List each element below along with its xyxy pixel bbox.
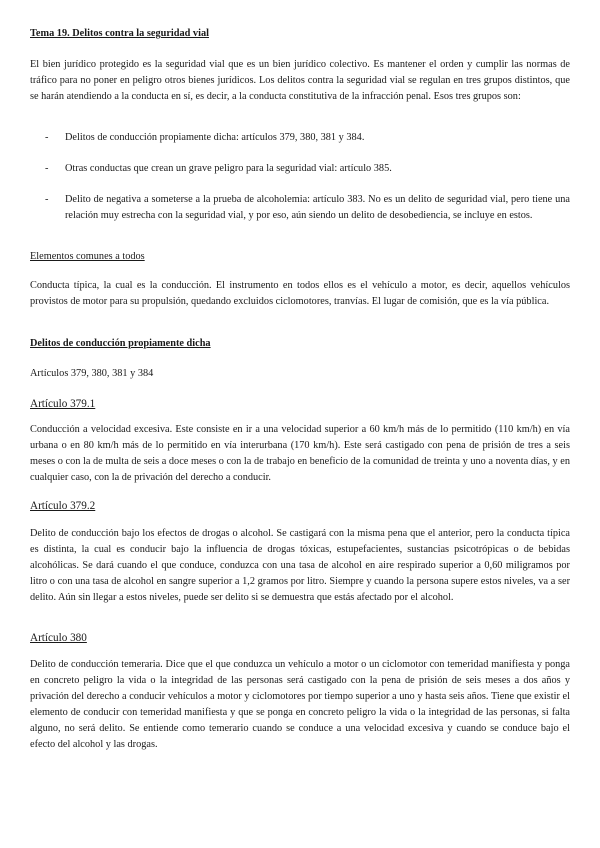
list-item xyxy=(45,161,570,179)
bullet-dash: - xyxy=(45,194,49,205)
section-heading: Delitos de conducción propiamente dicha xyxy=(30,338,211,349)
article-379-2-paragraph: Delito de conducción bajo los efectos de drogas o alcohol. Se castigará con la misma pena que el anterior, pero la conducta típica es distinta, la cual es conducir bajo la influencia de drogas tóxicas, estupefacientes, sustancias psicotrópicas o de bebidas alcohólicas. Se dará cuando el que conduce, conduzca con una tasa de alcohol en aire respirado superior a 0,60 miligramos por litro o con una tasa de alcohol en sangre superior a 1,2 gramos por litro. Siempre y cuando la persona supere estos niveles, va a ser delito. Aún sin llegar a estos niveles, puede ser delito si se demuestra que estás afectado por el alcohol. xyxy=(30,528,570,603)
bullet-text: Otras conductas que crean un grave peligro para la seguridad vial: artículo 385. xyxy=(65,163,392,174)
bullet-dash: - xyxy=(45,163,49,174)
article-380-heading: Artículo 380 xyxy=(30,632,87,644)
article-379-2-heading: Artículo 379.2 xyxy=(30,500,96,512)
common-elements-paragraph: Conducta típica, la cual es la conducción. El instrumento en todos ellos es el vehículo a motor, es decir, aquellos vehículos provistos de motor para su propulsión, quedando excluidos ciclomotores, tranvías. El lugar de comisión, que es la vía pública. xyxy=(30,280,570,307)
article-379-1-heading: Artículo 379.1 xyxy=(30,398,96,410)
bullet-text: Delitos de conducción propiamente dicha: artículos 379, 380, 381 y 384. xyxy=(65,132,365,143)
intro-paragraph: El bien jurídico protegido es la seguridad vial que es un bien jurídico colectivo. Es mantener el orden y cumplir las normas de tráfico para no poner en peligro otros bienes jurídicos. Los delitos contra la seguridad vial se regulan en tres grupos distintos, que se harán atendiendo a la conducta en sí, es decir, a la conducta constitutiva de la infracción penal. Esos tres grupos son: xyxy=(30,59,570,102)
list-item xyxy=(45,192,570,242)
article-379-1-paragraph: Conducción a velocidad excesiva. Este consiste en ir a una velocidad superior a 60 km/h más de lo permitido (110 km/h) en vía urbana o en 80 km/h más de lo permitido en vía interurbana (170 km/h). Este será castigado con pena de prisión de tres a seis meses o con la de multa de seis a doce meses o con la de trabajo en beneficio de la comunidad de treinta y uno a noventa días, y en cualquier caso, con la de privación del derecho a conducir. xyxy=(30,424,570,483)
list-item xyxy=(45,130,570,148)
document-title: Tema 19. Delitos contra la seguridad vial xyxy=(30,28,209,39)
bullet-text: Delito de negativa a someterse a la prueba de alcoholemia: artículo 383. No es un delito de seguridad vial, pero tiene una relación muy estrecha con la seguridad vial, y por eso, aún siendo un delito de desobediencia, se incluye en estos. xyxy=(65,194,570,221)
common-elements-heading: Elementos comunes a todos xyxy=(30,251,145,262)
section-articles-line: Artículos 379, 380, 381 y 384 xyxy=(30,368,154,379)
article-380-paragraph: Delito de conducción temeraria. Dice que el que conduzca un vehículo a motor o un ciclomotor con temeridad manifiesta y ponga en concreto peligro la vida o la integridad de las personas será castigado con la pena de prisión de seis meses a dos años y privación del derecho a conducir vehículos a motor y ciclomotores por tiempo superior a uno y hasta seis años. Tiene que existir el elemento de conducir con temeridad manifiesta y que se ponga en concreto peligro la vida o la integridad de las personas, si falta alguno, no será delito. Se entiende como temerario cuando se conduce a una velocidad excesiva y cuando se conduce bajo el efecto del alcohol y las drogas. xyxy=(30,659,570,750)
bullet-dash: - xyxy=(45,132,49,143)
